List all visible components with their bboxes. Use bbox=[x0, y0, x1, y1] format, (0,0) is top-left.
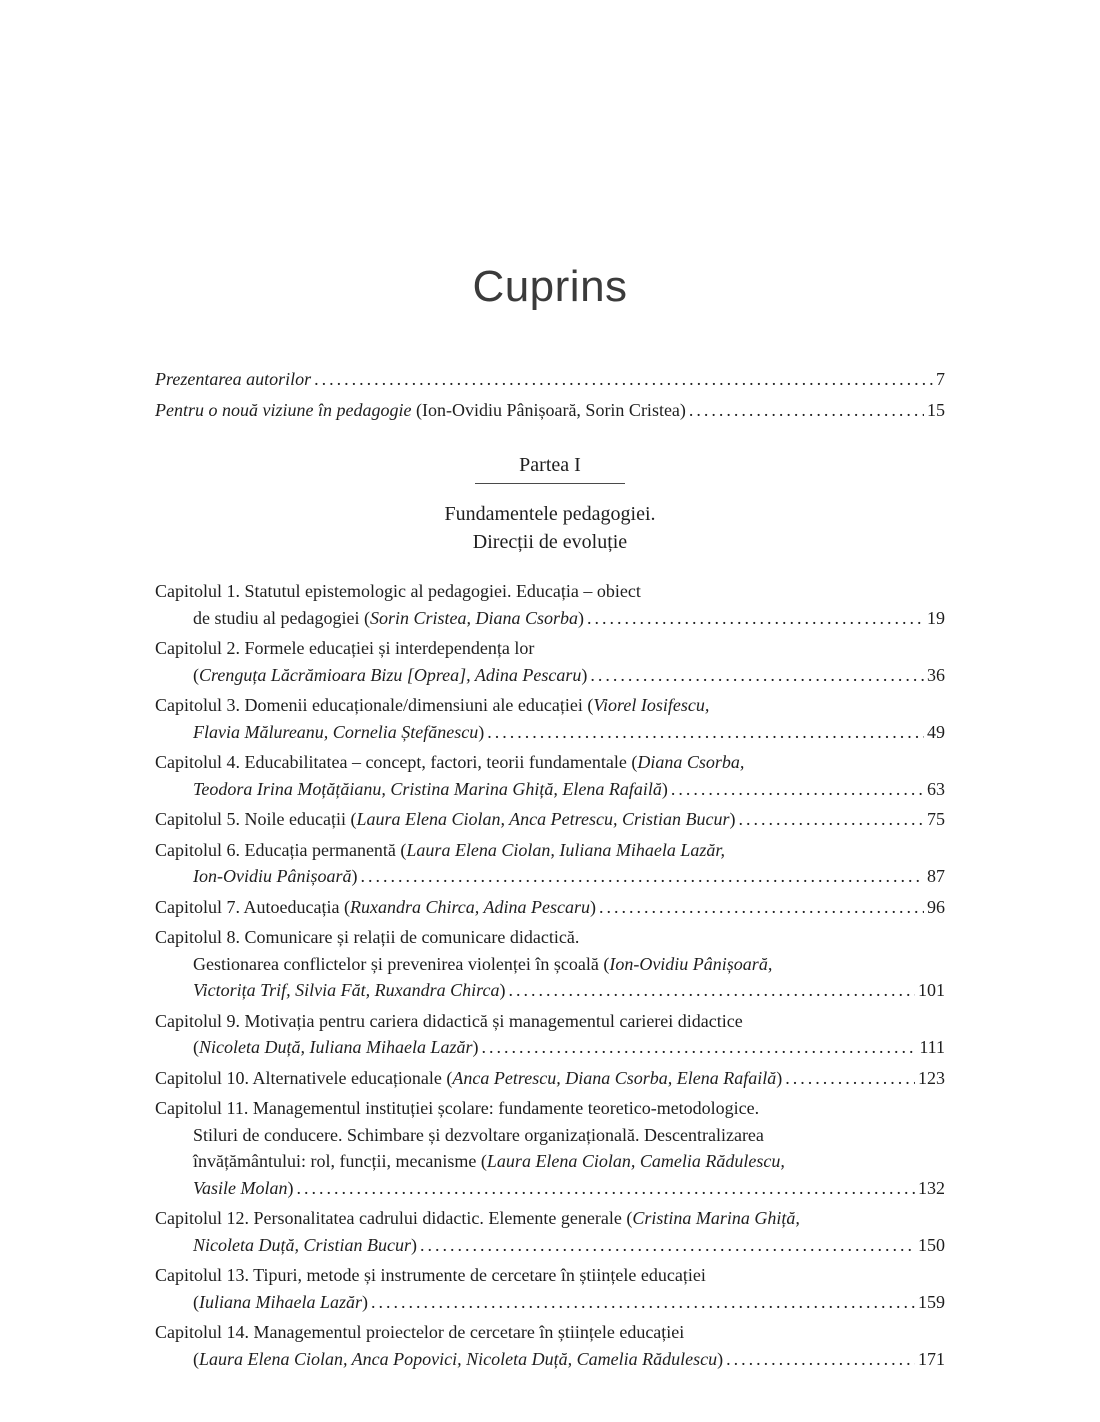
chapter-entry bbox=[155, 1095, 945, 1201]
toc-line-text bbox=[193, 1289, 368, 1316]
author-names: Teodora Irina Moțățăianu, Cristina Marina Ghiță, Elena Rafailă bbox=[193, 778, 662, 799]
entry-text: Capitolul 12. Personalitatea cadrului didactic. Elemente generale ( bbox=[155, 1208, 633, 1228]
toc-line bbox=[155, 776, 945, 803]
toc-line-text bbox=[155, 1065, 782, 1092]
dotted-leader bbox=[509, 977, 916, 1004]
toc-line-text bbox=[155, 1205, 800, 1232]
toc-line-text bbox=[155, 924, 579, 951]
dotted-leader bbox=[689, 395, 924, 426]
page-number: 7 bbox=[936, 369, 945, 389]
entry-text: ) bbox=[581, 664, 588, 685]
chapter-list bbox=[155, 578, 945, 1372]
chapter-entry bbox=[155, 578, 945, 631]
entry-text: ) bbox=[362, 1291, 369, 1312]
author-names: Vasile Molan bbox=[193, 1177, 288, 1198]
entry-text: ) bbox=[472, 1037, 479, 1057]
chapter-entry bbox=[155, 692, 945, 745]
dotted-leader bbox=[360, 863, 924, 890]
toc-line-text bbox=[193, 605, 584, 632]
author-names: Laura Elena Ciolan, Anca Popovici, Nicoleta Duță, Camelia Rădulescu bbox=[199, 1348, 718, 1369]
page-title: Cuprins bbox=[472, 262, 628, 311]
toc-line-text bbox=[155, 749, 744, 776]
page-number: 75 bbox=[927, 809, 945, 829]
toc-line bbox=[155, 1065, 945, 1092]
toc-line-text bbox=[193, 1232, 417, 1259]
chapter-entry bbox=[155, 1065, 945, 1092]
toc-line-text bbox=[193, 1034, 479, 1061]
toc-line-text bbox=[193, 977, 506, 1004]
author-names: Cristina Marina Ghiță, bbox=[632, 1208, 800, 1228]
toc-line-text bbox=[155, 894, 596, 921]
page-number: 171 bbox=[918, 1348, 945, 1369]
toc-line bbox=[155, 894, 945, 921]
toc-line bbox=[155, 1289, 945, 1316]
entry-text: ) bbox=[661, 778, 668, 799]
author-names: Nicoleta Duță, Iuliana Mihaela Lazăr bbox=[199, 1037, 473, 1057]
toc-line bbox=[155, 1034, 945, 1061]
entry-text: de studiu al pedagogiei ( bbox=[193, 607, 370, 628]
entry-text: învățământului: rol, funcții, mecanisme ( bbox=[193, 1151, 487, 1171]
toc-line-text bbox=[193, 1175, 294, 1202]
toc-line-text bbox=[155, 635, 534, 662]
toc-line-text bbox=[155, 837, 725, 864]
entry-text: Capitolul 14. Managementul proiectelor de cercetare în științele educației bbox=[155, 1322, 685, 1342]
entry-text: ) bbox=[717, 1348, 724, 1369]
author-names: Pentru o nouă viziune în pedagogie bbox=[155, 400, 412, 420]
toc-line bbox=[155, 692, 945, 719]
page-number: 159 bbox=[918, 1291, 945, 1312]
entry-text: ) bbox=[776, 1067, 783, 1088]
part-heading-line2: Direcții de evoluție bbox=[472, 531, 628, 553]
toc-line-text bbox=[193, 1148, 785, 1175]
front-matter-list bbox=[155, 364, 945, 426]
toc-line bbox=[155, 395, 945, 426]
author-names: Laura Elena Ciolan, Camelia Rădulescu, bbox=[486, 1151, 785, 1171]
toc-line-text bbox=[193, 776, 668, 803]
toc-line bbox=[155, 662, 945, 689]
author-names: Ion-Ovidiu Pânișoară, bbox=[609, 953, 773, 974]
toc-line bbox=[155, 1095, 945, 1122]
entry-text: ) bbox=[729, 809, 736, 829]
entry-text: ) bbox=[351, 866, 358, 886]
toc-line-text bbox=[155, 1008, 743, 1035]
author-names: Ion-Ovidiu Pânișoară bbox=[193, 866, 352, 886]
author-names: Sorin Cristea, Diana Csorba bbox=[369, 607, 578, 628]
entry-text: (Ion-Ovidiu Pânișoară, Sorin Cristea) bbox=[411, 400, 686, 420]
chapter-entry bbox=[155, 749, 945, 802]
toc-line bbox=[155, 924, 945, 951]
toc-line bbox=[155, 364, 945, 395]
author-names: Prezentarea autorilor bbox=[155, 369, 312, 389]
page-number: 63 bbox=[927, 778, 945, 799]
entry-text: ) bbox=[577, 607, 584, 628]
dotted-leader bbox=[297, 1175, 916, 1202]
entry-text: Capitolul 10. Alternativele educaționale ( bbox=[155, 1067, 453, 1088]
dotted-leader bbox=[590, 662, 924, 689]
entry-text: ( bbox=[193, 1348, 199, 1369]
author-names: Nicoleta Duță, Cristian Bucur bbox=[193, 1234, 411, 1255]
entry-text: ) bbox=[478, 721, 485, 742]
toc-line-text bbox=[155, 364, 311, 395]
page-number: 19 bbox=[927, 607, 945, 628]
toc-line bbox=[155, 1008, 945, 1035]
entry-text: Capitolul 4. Educabilitatea – concept, factori, teorii fundamentale ( bbox=[155, 752, 638, 772]
chapter-entry bbox=[155, 924, 945, 1004]
toc-line bbox=[155, 951, 945, 978]
part-heading bbox=[155, 500, 945, 556]
toc-line-text bbox=[193, 719, 484, 746]
chapter-entry bbox=[155, 1205, 945, 1258]
toc-line bbox=[155, 1122, 945, 1149]
entry-text: ) bbox=[411, 1234, 417, 1255]
toc-line bbox=[155, 578, 945, 605]
toc-line bbox=[155, 1262, 945, 1289]
toc-line bbox=[155, 1175, 945, 1202]
chapter-entry bbox=[155, 806, 945, 833]
entry-text: ) bbox=[499, 980, 506, 1000]
toc-line bbox=[155, 719, 945, 746]
part-divider bbox=[475, 483, 625, 484]
chapter-entry bbox=[155, 1262, 945, 1315]
author-names: Laura Elena Ciolan, Anca Petrescu, Cristian Bucur bbox=[356, 809, 730, 829]
toc-line bbox=[155, 1205, 945, 1232]
page-number: 15 bbox=[927, 400, 945, 420]
author-names: Diana Csorba, bbox=[637, 752, 745, 772]
toc-line-text bbox=[193, 1122, 764, 1149]
chapter-entry bbox=[155, 1319, 945, 1372]
toc-line-text bbox=[155, 578, 641, 605]
entry-text: ( bbox=[193, 1291, 199, 1312]
page-number: 96 bbox=[927, 896, 945, 917]
dotted-leader bbox=[487, 719, 924, 746]
toc-line-text bbox=[155, 692, 709, 719]
toc-line bbox=[155, 605, 945, 632]
toc-line bbox=[155, 1148, 945, 1175]
entry-text: Stiluri de conducere. Schimbare și dezvoltare organizațională. Descentralizarea bbox=[193, 1124, 764, 1145]
dotted-leader bbox=[314, 364, 933, 395]
page-number: 101 bbox=[918, 980, 945, 1000]
page-number: 87 bbox=[927, 866, 945, 886]
toc-line bbox=[155, 1319, 945, 1346]
front-matter-entry bbox=[155, 395, 945, 426]
toc-line-text bbox=[155, 395, 686, 426]
author-names: Victorița Trif, Silvia Făt, Ruxandra Chirca bbox=[193, 980, 500, 1000]
dotted-leader bbox=[671, 776, 924, 803]
toc-line-text bbox=[155, 1319, 684, 1346]
dotted-leader bbox=[738, 806, 924, 833]
page-number: 49 bbox=[927, 721, 945, 742]
entry-text: Capitolul 3. Domenii educaționale/dimensiuni ale educației ( bbox=[155, 695, 594, 715]
author-names: Crenguța Lăcrămioara Bizu [Oprea], Adina Pescaru bbox=[199, 664, 582, 685]
entry-text: ( bbox=[193, 1037, 199, 1057]
toc-line bbox=[155, 749, 945, 776]
toc-line-text bbox=[155, 1095, 759, 1122]
entry-text: Capitolul 1. Statutul epistemologic al pedagogiei. Educația – obiect bbox=[155, 581, 641, 601]
entry-text: Capitolul 13. Tipuri, metode și instrumente de cercetare în științele educației bbox=[155, 1265, 706, 1285]
dotted-leader bbox=[482, 1034, 917, 1061]
toc-line-text bbox=[155, 1262, 706, 1289]
toc-line bbox=[155, 837, 945, 864]
toc-line bbox=[155, 806, 945, 833]
dotted-leader bbox=[371, 1289, 915, 1316]
entry-text: Capitolul 11. Managementul instituției școlare: fundamente teoretico-metodologice. bbox=[155, 1098, 760, 1118]
entry-text: Capitolul 5. Noile educații ( bbox=[155, 809, 357, 829]
toc-line bbox=[155, 977, 945, 1004]
page-number: 111 bbox=[919, 1037, 945, 1057]
toc-line-text bbox=[155, 806, 735, 833]
chapter-entry bbox=[155, 1008, 945, 1061]
dotted-leader bbox=[420, 1232, 915, 1259]
entry-text: Capitolul 7. Autoeducația ( bbox=[155, 896, 350, 917]
toc-line-text bbox=[193, 951, 772, 978]
author-names: Flavia Mălureanu, Cornelia Ștefănescu bbox=[193, 721, 479, 742]
entry-text: Capitolul 6. Educația permanentă ( bbox=[155, 839, 407, 860]
toc-line bbox=[155, 1346, 945, 1373]
dotted-leader bbox=[785, 1065, 915, 1092]
toc-line bbox=[155, 635, 945, 662]
entry-text: ) bbox=[287, 1177, 294, 1198]
author-names: Ruxandra Chirca, Adina Pescaru bbox=[349, 896, 590, 917]
entry-text: Capitolul 2. Formele educației și interdependența lor bbox=[155, 638, 535, 658]
author-names: Laura Elena Ciolan, Iuliana Mihaela Lazăr, bbox=[406, 839, 725, 860]
dotted-leader bbox=[726, 1346, 915, 1373]
author-names: Viorel Iosifescu, bbox=[593, 695, 710, 715]
entry-text: ) bbox=[589, 896, 596, 917]
entry-text: ( bbox=[193, 664, 199, 685]
page-number: 132 bbox=[918, 1177, 945, 1198]
chapter-entry bbox=[155, 635, 945, 688]
chapter-entry bbox=[155, 894, 945, 921]
page-number: 150 bbox=[918, 1234, 945, 1255]
part-label: Partea I bbox=[519, 454, 581, 476]
toc-line bbox=[155, 863, 945, 890]
front-matter-entry bbox=[155, 364, 945, 395]
part-heading-line1: Fundamentele pedagogiei. bbox=[444, 503, 656, 525]
page-number: 36 bbox=[927, 664, 945, 685]
entry-text: Capitolul 9. Motivația pentru cariera didactică și managementul carierei didactice bbox=[155, 1010, 743, 1031]
dotted-leader bbox=[587, 605, 924, 632]
dotted-leader bbox=[599, 894, 924, 921]
toc-line-text bbox=[193, 863, 357, 890]
author-names: Iuliana Mihaela Lazăr bbox=[199, 1291, 363, 1312]
entry-text: Gestionarea conflictelor și prevenirea violenței în școală ( bbox=[193, 953, 610, 974]
toc-line-text bbox=[193, 1346, 723, 1373]
author-names: Anca Petrescu, Diana Csorba, Elena Rafailă bbox=[452, 1067, 777, 1088]
entry-text: Capitolul 8. Comunicare și relații de comunicare didactică. bbox=[155, 927, 580, 947]
toc-line bbox=[155, 1232, 945, 1259]
toc-line-text bbox=[193, 662, 587, 689]
chapter-entry bbox=[155, 837, 945, 890]
page-number: 123 bbox=[918, 1067, 945, 1088]
